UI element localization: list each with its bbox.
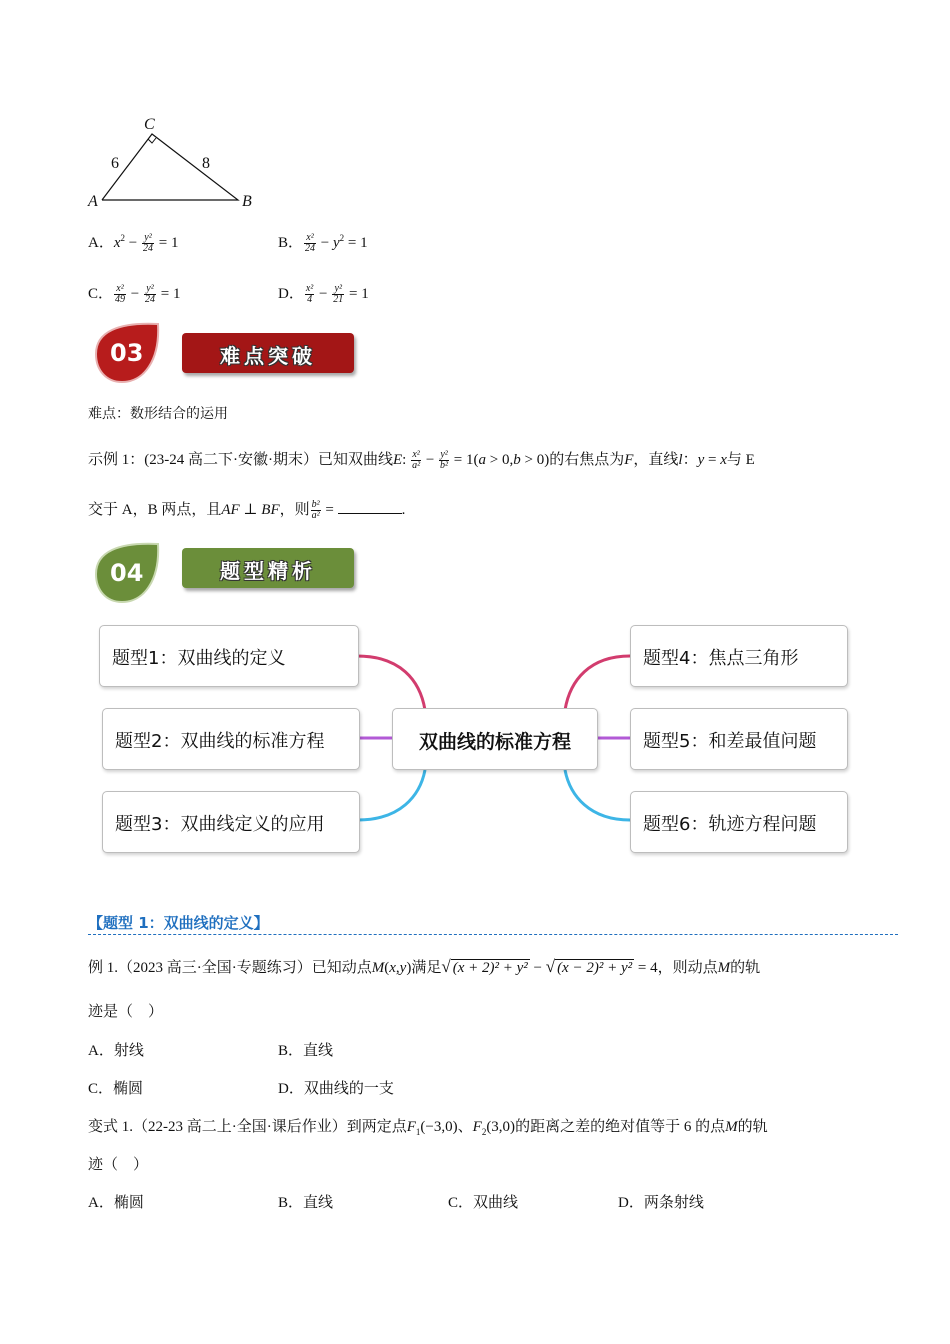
connector-left-1: [357, 656, 425, 710]
example1-option-c: C．椭圆: [88, 1081, 144, 1097]
mindmap-node-type5[interactable]: 题型5：和差最值问题: [630, 708, 848, 770]
variant1-option-b: B．直线: [278, 1195, 334, 1211]
type1-heading: 【题型 1：双曲线的定义】: [88, 914, 269, 932]
option-a: A．$x^2$ − $\frac{\text{y²}}{24}$ = 1: [88, 232, 179, 255]
connector-right-1: [565, 656, 630, 710]
example1-line2: 迹是（ ）: [88, 1004, 164, 1020]
variant1-option-d: D．两条射线: [618, 1195, 704, 1211]
banner-04-title: 题型精析: [220, 559, 316, 583]
difficulty-heading: 难点：数形结合的运用: [88, 406, 228, 422]
variant1-option-c: C．双曲线: [448, 1195, 519, 1211]
banner-03-number: 03: [110, 339, 144, 367]
vertex-c-label: C: [144, 116, 155, 133]
example1-option-b: B．直线: [278, 1043, 334, 1059]
right-angle-mark: [148, 138, 156, 143]
example1-option-a: A．射线: [88, 1043, 144, 1059]
option-b: B． $\frac{\text{x²}}{24}$ − $y^2 = 1$: [278, 232, 368, 255]
banner-04-number: 04: [110, 559, 144, 587]
vertex-a-label: A: [88, 193, 98, 210]
type1-heading-divider: [88, 934, 898, 935]
difficulty-example-line2: 交于 A，B 两点，且AF ⊥ BF，则 $\frac{\text{b²}}{\text{a²}}$ = .: [88, 499, 406, 522]
triangle-shape: [102, 134, 238, 200]
difficulty-example-line1: 示例 1：(23-24 高二下·安徽·期末）已知双曲线E: $\frac{\text{x²}}{\text{a²}}$ − $\frac{\text{y²}}{\text{b²}}$ = 1(a > 0,b > 0)的右焦点为F，直线l：y = x与 E: [88, 449, 755, 472]
variant1-option-a: A．椭圆: [88, 1195, 144, 1211]
mindmap-node-type2[interactable]: 题型2：双曲线的标准方程: [102, 708, 360, 770]
banner-03-title: 难点突破: [220, 344, 316, 368]
mindmap-node-type1[interactable]: 题型1：双曲线的定义: [99, 625, 359, 687]
mindmap-node-type6[interactable]: 题型6：轨迹方程问题: [630, 791, 848, 853]
mindmap-node-type4[interactable]: 题型4：焦点三角形: [630, 625, 848, 687]
banner-03-label: [182, 333, 354, 373]
option-d: D． $\frac{\text{x²}}{4}$ − $\frac{\text{y²}}{21}$ = 1: [278, 283, 369, 306]
connector-left-3: [358, 770, 425, 820]
side-ac-label: 6: [111, 155, 119, 172]
mindmap-node-type3[interactable]: 题型3：双曲线定义的应用: [102, 791, 360, 853]
option-c: C． $\frac{\text{x²}}{49}$ − $\frac{\text{y²}}{24}$ = 1: [88, 283, 181, 306]
banner-04-label: [182, 548, 354, 588]
side-bc-label: 8: [202, 155, 210, 172]
variant1-line1: 变式 1.（22-23 高二上·全国·课后作业）到两定点$F_1(-3,0)$、$F_2(3,0)$的距离之差的绝对值等于 6 的点M的轨: [88, 1119, 768, 1137]
example1-line1: 例 1.（2023 高三·全国·专题练习）已知动点M(x,y)满足√ (x + 2)² + y² − √ (x − 2)² + y² = 4，则动点M的轨: [88, 957, 761, 976]
answer-blank[interactable]: [338, 501, 402, 514]
example1-option-d: D．双曲线的一支: [278, 1081, 394, 1097]
mindmap-center-node[interactable]: 双曲线的标准方程: [392, 708, 598, 770]
variant1-line2: 迹（ ）: [88, 1157, 149, 1173]
connector-right-3: [565, 770, 630, 820]
vertex-b-label: B: [242, 193, 252, 210]
